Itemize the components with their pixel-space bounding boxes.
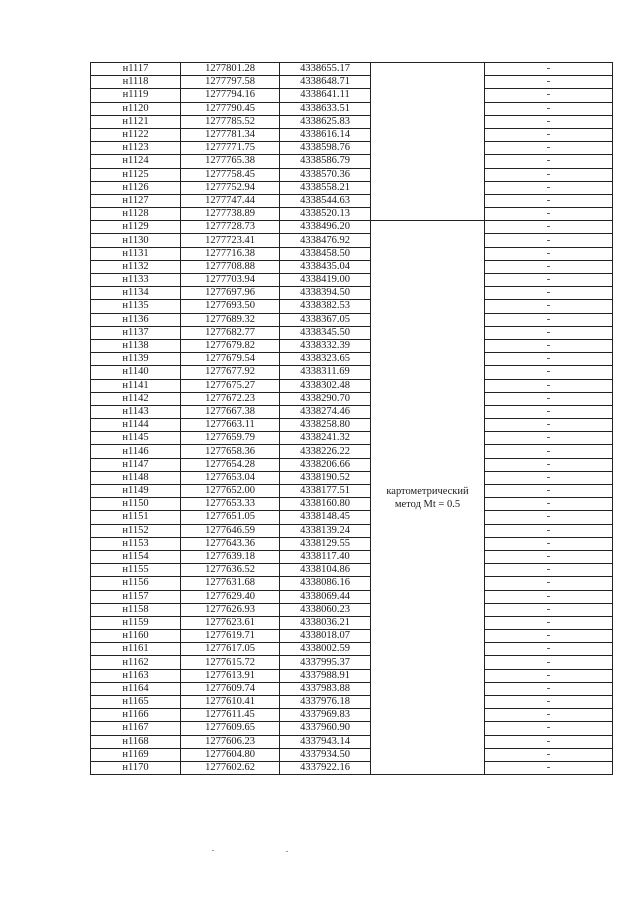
method-name: картометрический	[386, 485, 469, 497]
y-coordinate-cell: 4338290.70	[280, 392, 371, 405]
note-cell: -	[485, 234, 613, 247]
point-id-cell: н1135	[91, 300, 181, 313]
x-coordinate-cell: 1277609.74	[181, 682, 280, 695]
method-accuracy: метод Mt = 0.5	[394, 498, 461, 510]
y-coordinate-cell: 4338367.05	[280, 313, 371, 326]
point-id-cell: н1166	[91, 709, 181, 722]
note-cell: -	[485, 485, 613, 498]
y-coordinate-cell: 4338117.40	[280, 550, 371, 563]
note-cell: -	[485, 603, 613, 616]
x-coordinate-cell: 1277610.41	[181, 696, 280, 709]
note-cell: -	[485, 379, 613, 392]
x-coordinate-cell: 1277794.16	[181, 89, 280, 102]
point-id-cell: н1162	[91, 656, 181, 669]
point-id-cell: н1159	[91, 616, 181, 629]
y-coordinate-cell: 4338616.14	[280, 128, 371, 141]
point-id-cell: н1163	[91, 669, 181, 682]
y-coordinate-cell: 4338274.46	[280, 405, 371, 418]
note-cell: -	[485, 366, 613, 379]
table-row	[91, 735, 613, 748]
point-id-cell: н1128	[91, 208, 181, 221]
table-row	[91, 142, 613, 155]
x-coordinate-cell: 1277693.50	[181, 300, 280, 313]
table-row	[91, 603, 613, 616]
x-coordinate-cell: 1277615.72	[181, 656, 280, 669]
table-row	[91, 419, 613, 432]
point-id-cell: н1158	[91, 603, 181, 616]
point-id-cell: н1145	[91, 432, 181, 445]
y-coordinate-cell: 4338311.69	[280, 366, 371, 379]
note-cell: -	[485, 682, 613, 695]
note-cell: -	[485, 524, 613, 537]
point-id-cell: н1132	[91, 260, 181, 273]
table-row	[91, 326, 613, 339]
table-row	[91, 485, 613, 498]
x-coordinate-cell: 1277723.41	[181, 234, 280, 247]
x-coordinate-cell: 1277801.28	[181, 63, 280, 76]
x-coordinate-cell: 1277771.75	[181, 142, 280, 155]
note-cell: -	[485, 326, 613, 339]
x-coordinate-cell: 1277663.11	[181, 419, 280, 432]
x-coordinate-cell: 1277716.38	[181, 247, 280, 260]
y-coordinate-cell: 4338394.50	[280, 287, 371, 300]
table-row	[91, 682, 613, 695]
table-row	[91, 194, 613, 207]
x-coordinate-cell: 1277672.23	[181, 392, 280, 405]
point-id-cell: н1134	[91, 287, 181, 300]
y-coordinate-cell: 4338570.36	[280, 168, 371, 181]
x-coordinate-cell: 1277643.36	[181, 537, 280, 550]
note-cell: -	[485, 260, 613, 273]
note-cell: -	[485, 142, 613, 155]
point-id-cell: н1167	[91, 722, 181, 735]
point-id-cell: н1156	[91, 577, 181, 590]
point-id-cell: н1125	[91, 168, 181, 181]
y-coordinate-cell: 4338598.76	[280, 142, 371, 155]
y-coordinate-cell: 4338458.50	[280, 247, 371, 260]
y-coordinate-cell: 4338206.66	[280, 458, 371, 471]
x-coordinate-cell: 1277675.27	[181, 379, 280, 392]
y-coordinate-cell: 4337934.50	[280, 748, 371, 761]
x-coordinate-cell: 1277682.77	[181, 326, 280, 339]
table-row	[91, 656, 613, 669]
point-id-cell: н1122	[91, 128, 181, 141]
note-cell: -	[485, 287, 613, 300]
y-coordinate-cell: 4338625.83	[280, 115, 371, 128]
table-row	[91, 709, 613, 722]
y-coordinate-cell: 4337943.14	[280, 735, 371, 748]
note-cell: -	[485, 735, 613, 748]
y-coordinate-cell: 4338476.92	[280, 234, 371, 247]
table-row	[91, 405, 613, 418]
note-cell: -	[485, 76, 613, 89]
note-cell: -	[485, 274, 613, 287]
note-cell: -	[485, 669, 613, 682]
x-coordinate-cell: 1277623.61	[181, 616, 280, 629]
point-id-cell: н1123	[91, 142, 181, 155]
note-cell: -	[485, 155, 613, 168]
x-coordinate-cell: 1277752.94	[181, 181, 280, 194]
note-cell: -	[485, 761, 613, 774]
note-cell: -	[485, 392, 613, 405]
table-row	[91, 696, 613, 709]
point-id-cell: н1146	[91, 445, 181, 458]
y-coordinate-cell: 4337969.83	[280, 709, 371, 722]
table-row	[91, 564, 613, 577]
y-coordinate-cell: 4338139.24	[280, 524, 371, 537]
y-coordinate-cell: 4338520.13	[280, 208, 371, 221]
point-id-cell: н1155	[91, 564, 181, 577]
point-id-cell: н1164	[91, 682, 181, 695]
note-cell: -	[485, 339, 613, 352]
x-coordinate-cell: 1277659.79	[181, 432, 280, 445]
point-id-cell: н1165	[91, 696, 181, 709]
note-cell: -	[485, 405, 613, 418]
note-cell: -	[485, 722, 613, 735]
note-cell: -	[485, 630, 613, 643]
note-cell: -	[485, 115, 613, 128]
x-coordinate-cell: 1277617.05	[181, 643, 280, 656]
point-id-cell: н1126	[91, 181, 181, 194]
note-cell: -	[485, 550, 613, 563]
y-coordinate-cell: 4338002.59	[280, 643, 371, 656]
point-id-cell: н1151	[91, 511, 181, 524]
table-row	[91, 274, 613, 287]
table-row	[91, 181, 613, 194]
table-row	[91, 590, 613, 603]
x-coordinate-cell: 1277765.38	[181, 155, 280, 168]
table-row	[91, 102, 613, 115]
table-row	[91, 155, 613, 168]
note-cell: -	[485, 656, 613, 669]
point-id-cell: н1150	[91, 498, 181, 511]
point-id-cell: н1152	[91, 524, 181, 537]
x-coordinate-cell: 1277790.45	[181, 102, 280, 115]
y-coordinate-cell: 4338544.63	[280, 194, 371, 207]
point-id-cell: н1160	[91, 630, 181, 643]
table-row	[91, 432, 613, 445]
y-coordinate-cell: 4338586.79	[280, 155, 371, 168]
table-row	[91, 577, 613, 590]
x-coordinate-cell: 1277728.73	[181, 221, 280, 234]
point-id-cell: н1137	[91, 326, 181, 339]
y-coordinate-cell: 4338382.53	[280, 300, 371, 313]
y-coordinate-cell: 4338302.48	[280, 379, 371, 392]
note-cell: -	[485, 748, 613, 761]
table-row	[91, 128, 613, 141]
table-row	[91, 630, 613, 643]
note-cell: -	[485, 419, 613, 432]
x-coordinate-cell: 1277639.18	[181, 550, 280, 563]
point-id-cell: н1148	[91, 471, 181, 484]
table-row	[91, 458, 613, 471]
note-cell: -	[485, 458, 613, 471]
x-coordinate-cell: 1277697.96	[181, 287, 280, 300]
table-row	[91, 643, 613, 656]
y-coordinate-cell: 4338332.39	[280, 339, 371, 352]
y-coordinate-cell: 4338241.32	[280, 432, 371, 445]
point-id-cell: н1154	[91, 550, 181, 563]
point-id-cell: н1138	[91, 339, 181, 352]
note-cell: -	[485, 221, 613, 234]
y-coordinate-cell: 4338226.22	[280, 445, 371, 458]
y-coordinate-cell: 4338036.21	[280, 616, 371, 629]
y-coordinate-cell: 4337922.16	[280, 761, 371, 774]
y-coordinate-cell: 4338648.71	[280, 76, 371, 89]
point-id-cell: н1119	[91, 89, 181, 102]
x-coordinate-cell: 1277738.89	[181, 208, 280, 221]
y-coordinate-cell: 4338069.44	[280, 590, 371, 603]
y-coordinate-cell: 4338496.20	[280, 221, 371, 234]
note-cell: -	[485, 577, 613, 590]
table-row	[91, 168, 613, 181]
y-coordinate-cell: 4338655.17	[280, 63, 371, 76]
x-coordinate-cell: 1277703.94	[181, 274, 280, 287]
point-id-cell: н1139	[91, 353, 181, 366]
point-id-cell: н1136	[91, 313, 181, 326]
table-row	[91, 247, 613, 260]
note-cell: -	[485, 709, 613, 722]
x-coordinate-cell: 1277619.71	[181, 630, 280, 643]
note-cell: -	[485, 194, 613, 207]
table-row	[91, 300, 613, 313]
note-cell: -	[485, 696, 613, 709]
y-coordinate-cell: 4338190.52	[280, 471, 371, 484]
table-row	[91, 748, 613, 761]
y-coordinate-cell: 4338435.04	[280, 260, 371, 273]
x-coordinate-cell: 1277679.82	[181, 339, 280, 352]
table-row	[91, 366, 613, 379]
x-coordinate-cell: 1277758.45	[181, 168, 280, 181]
point-id-cell: н1120	[91, 102, 181, 115]
x-coordinate-cell: 1277781.34	[181, 128, 280, 141]
x-coordinate-cell: 1277629.40	[181, 590, 280, 603]
point-id-cell: н1161	[91, 643, 181, 656]
note-cell: -	[485, 498, 613, 511]
point-id-cell: н1129	[91, 221, 181, 234]
table-row	[91, 550, 613, 563]
table-row	[91, 471, 613, 484]
x-coordinate-cell: 1277606.23	[181, 735, 280, 748]
x-coordinate-cell: 1277651.05	[181, 511, 280, 524]
note-cell: -	[485, 471, 613, 484]
y-coordinate-cell: 4338345.50	[280, 326, 371, 339]
point-id-cell: н1117	[91, 63, 181, 76]
x-coordinate-cell: 1277609.65	[181, 722, 280, 735]
point-id-cell: н1157	[91, 590, 181, 603]
y-coordinate-cell: 4338177.51	[280, 485, 371, 498]
table-row	[91, 208, 613, 221]
x-coordinate-cell: 1277602.62	[181, 761, 280, 774]
table-row	[91, 115, 613, 128]
note-cell: -	[485, 102, 613, 115]
table-row	[91, 234, 613, 247]
y-coordinate-cell: 4338018.07	[280, 630, 371, 643]
point-id-cell: н1147	[91, 458, 181, 471]
y-coordinate-cell: 4338129.55	[280, 537, 371, 550]
x-coordinate-cell: 1277653.33	[181, 498, 280, 511]
y-coordinate-cell: 4338060.23	[280, 603, 371, 616]
y-coordinate-cell: 4338148.45	[280, 511, 371, 524]
x-coordinate-cell: 1277747.44	[181, 194, 280, 207]
point-id-cell: н1149	[91, 485, 181, 498]
x-coordinate-cell: 1277785.52	[181, 115, 280, 128]
method-cell	[371, 221, 485, 775]
note-cell: -	[485, 300, 613, 313]
point-id-cell: н1140	[91, 366, 181, 379]
coordinates-table	[90, 62, 613, 775]
scan-artifact	[286, 851, 288, 852]
scan-artifact	[212, 850, 214, 851]
table-row	[91, 339, 613, 352]
x-coordinate-cell: 1277646.59	[181, 524, 280, 537]
y-coordinate-cell: 4337983.88	[280, 682, 371, 695]
note-cell: -	[485, 128, 613, 141]
method-cell-empty	[371, 63, 485, 221]
note-cell: -	[485, 432, 613, 445]
table-row	[91, 722, 613, 735]
table-row	[91, 669, 613, 682]
y-coordinate-cell: 4338558.21	[280, 181, 371, 194]
note-cell: -	[485, 590, 613, 603]
point-id-cell: н1170	[91, 761, 181, 774]
table-row	[91, 313, 613, 326]
table-row	[91, 616, 613, 629]
note-cell: -	[485, 537, 613, 550]
note-cell: -	[485, 313, 613, 326]
y-coordinate-cell: 4337988.91	[280, 669, 371, 682]
x-coordinate-cell: 1277626.93	[181, 603, 280, 616]
table-row	[91, 537, 613, 550]
point-id-cell: н1131	[91, 247, 181, 260]
point-id-cell: н1168	[91, 735, 181, 748]
y-coordinate-cell: 4338104.86	[280, 564, 371, 577]
x-coordinate-cell: 1277797.58	[181, 76, 280, 89]
table-row	[91, 761, 613, 774]
note-cell: -	[485, 353, 613, 366]
note-cell: -	[485, 181, 613, 194]
x-coordinate-cell: 1277677.92	[181, 366, 280, 379]
point-id-cell: н1143	[91, 405, 181, 418]
x-coordinate-cell: 1277667.38	[181, 405, 280, 418]
y-coordinate-cell: 4337976.18	[280, 696, 371, 709]
table-row	[91, 511, 613, 524]
y-coordinate-cell: 4338258.80	[280, 419, 371, 432]
table-row	[91, 287, 613, 300]
point-id-cell: н1144	[91, 419, 181, 432]
x-coordinate-cell: 1277636.52	[181, 564, 280, 577]
table-row	[91, 89, 613, 102]
note-cell: -	[485, 643, 613, 656]
note-cell: -	[485, 168, 613, 181]
y-coordinate-cell: 4338086.16	[280, 577, 371, 590]
point-id-cell: н1118	[91, 76, 181, 89]
x-coordinate-cell: 1277654.28	[181, 458, 280, 471]
table-row	[91, 445, 613, 458]
note-cell: -	[485, 564, 613, 577]
note-cell: -	[485, 89, 613, 102]
point-id-cell: н1121	[91, 115, 181, 128]
x-coordinate-cell: 1277658.36	[181, 445, 280, 458]
x-coordinate-cell: 1277611.45	[181, 709, 280, 722]
point-id-cell: н1124	[91, 155, 181, 168]
note-cell: -	[485, 247, 613, 260]
x-coordinate-cell: 1277708.88	[181, 260, 280, 273]
note-cell: -	[485, 63, 613, 76]
table-row	[91, 524, 613, 537]
x-coordinate-cell: 1277653.04	[181, 471, 280, 484]
point-id-cell: н1141	[91, 379, 181, 392]
note-cell: -	[485, 208, 613, 221]
point-id-cell: н1133	[91, 274, 181, 287]
y-coordinate-cell: 4338633.51	[280, 102, 371, 115]
table-row	[91, 379, 613, 392]
x-coordinate-cell: 1277679.54	[181, 353, 280, 366]
table-row	[91, 76, 613, 89]
note-cell: -	[485, 616, 613, 629]
y-coordinate-cell: 4338323.65	[280, 353, 371, 366]
table-row	[91, 63, 613, 76]
x-coordinate-cell: 1277631.68	[181, 577, 280, 590]
note-cell: -	[485, 445, 613, 458]
x-coordinate-cell: 1277652.00	[181, 485, 280, 498]
point-id-cell: н1153	[91, 537, 181, 550]
note-cell: -	[485, 511, 613, 524]
point-id-cell: н1127	[91, 194, 181, 207]
x-coordinate-cell: 1277613.91	[181, 669, 280, 682]
table-row	[91, 498, 613, 511]
y-coordinate-cell: 4338160.80	[280, 498, 371, 511]
x-coordinate-cell: 1277604.80	[181, 748, 280, 761]
y-coordinate-cell: 4338419.00	[280, 274, 371, 287]
table-row	[91, 221, 613, 234]
point-id-cell: н1169	[91, 748, 181, 761]
coordinates-table-body	[91, 63, 613, 775]
y-coordinate-cell: 4338641.11	[280, 89, 371, 102]
y-coordinate-cell: 4337995.37	[280, 656, 371, 669]
x-coordinate-cell: 1277689.32	[181, 313, 280, 326]
point-id-cell: н1130	[91, 234, 181, 247]
table-row	[91, 392, 613, 405]
y-coordinate-cell: 4337960.90	[280, 722, 371, 735]
table-row	[91, 353, 613, 366]
point-id-cell: н1142	[91, 392, 181, 405]
table-row	[91, 260, 613, 273]
